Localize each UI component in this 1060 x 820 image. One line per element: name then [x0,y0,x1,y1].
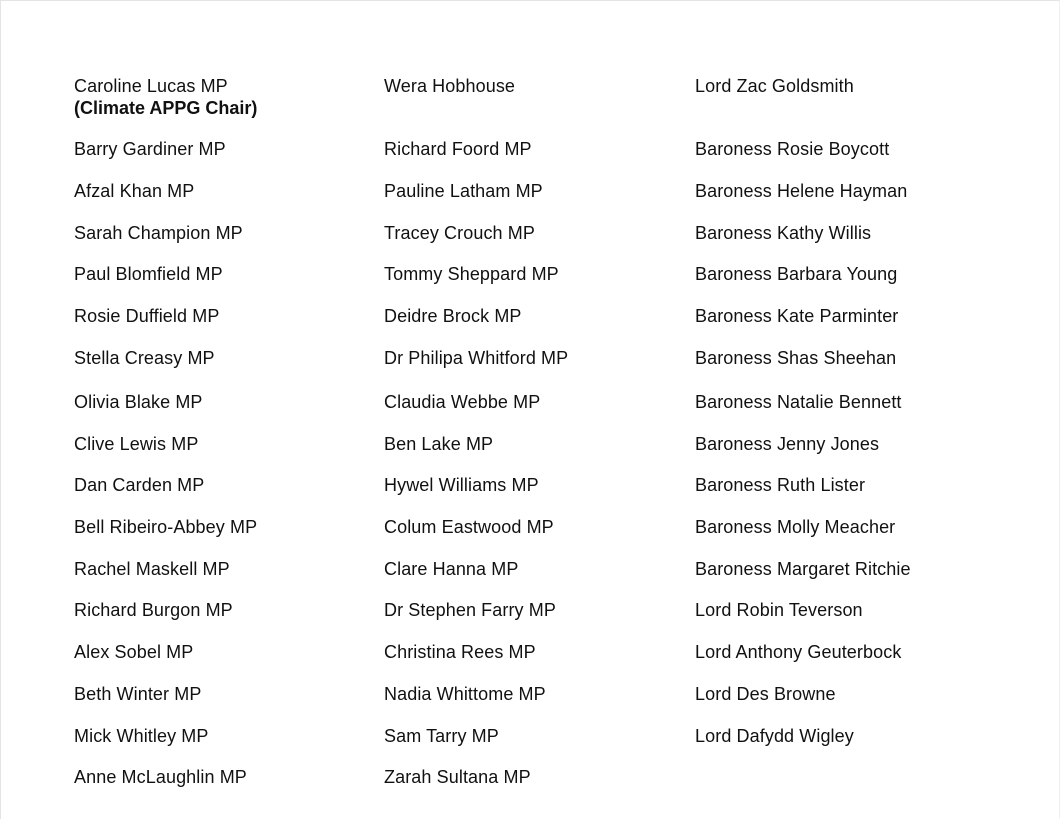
signatory-name: Lord Des Browne [695,684,836,704]
signatory-name: Rosie Duffield MP [74,306,220,326]
signatory-name: Pauline Latham MP [384,181,543,201]
signatory-name: Mick Whitley MP [74,726,209,746]
signatory-name: Claudia Webbe MP [384,392,541,412]
signatory-name: Olivia Blake MP [74,392,203,412]
signatory-name: Lord Zac Goldsmith [695,76,854,96]
signatory-name: Caroline Lucas MP [74,76,228,96]
signatory-name: Barry Gardiner MP [74,139,226,159]
signatory-name: Nadia Whittome MP [384,684,546,704]
signatory-name: Beth Winter MP [74,684,202,704]
signatory-name: Baroness Natalie Bennett [695,392,902,412]
signatory-name: Clive Lewis MP [74,434,199,454]
signatory-name: Deidre Brock MP [384,306,522,326]
signatory-name: Alex Sobel MP [74,642,194,662]
signatory-name: Baroness Rosie Boycott [695,139,890,159]
signatory-name: Bell Ribeiro-Abbey MP [74,517,258,537]
signatory-name: Lord Robin Teverson [695,600,863,620]
signatory-name: Wera Hobhouse [384,76,516,96]
signatory-name: Clare Hanna MP [384,559,519,579]
signatory-name: Baroness Ruth Lister [695,475,866,495]
signatory-name: Dr Philipa Whitford MP [384,348,569,368]
signatory-name: Baroness Jenny Jones [695,434,880,454]
chair-note: (Climate APPG Chair) [74,98,258,118]
signatory-name: Hywel Williams MP [384,475,539,495]
signatory-name: Lord Anthony Geuterbock [695,642,902,662]
signatory-name: Richard Burgon MP [74,600,233,620]
signatory-name: Christina Rees MP [384,642,536,662]
signatory-name: Dr Stephen Farry MP [384,600,556,620]
signatory-name: Tracey Crouch MP [384,223,535,243]
signatory-name: Ben Lake MP [384,434,494,454]
signatory-name: Baroness Margaret Ritchie [695,559,911,579]
signatory-name: Colum Eastwood MP [384,517,554,537]
signatory-name: Sam Tarry MP [384,726,499,746]
signatory-name: Rachel Maskell MP [74,559,230,579]
signatory-name: Tommy Sheppard MP [384,264,559,284]
signatory-name: Lord Dafydd Wigley [695,726,854,746]
signatory-name: Baroness Kathy Willis [695,223,872,243]
signatory-name: Paul Blomfield MP [74,264,223,284]
signatory-name: Richard Foord MP [384,139,532,159]
signatory-name: Baroness Helene Hayman [695,181,908,201]
signatory-name: Anne McLaughlin MP [74,767,247,787]
signatory-name: Stella Creasy MP [74,348,215,368]
signatory-name: Sarah Champion MP [74,223,243,243]
signatory-name: Baroness Shas Sheehan [695,348,897,368]
signatory-name: Baroness Barbara Young [695,264,898,284]
signatory-name: Zarah Sultana MP [384,767,531,787]
signatory-name: Baroness Kate Parminter [695,306,899,326]
signatory-name: Afzal Khan MP [74,181,195,201]
signatory-name: Dan Carden MP [74,475,205,495]
signatory-name: Baroness Molly Meacher [695,517,896,537]
